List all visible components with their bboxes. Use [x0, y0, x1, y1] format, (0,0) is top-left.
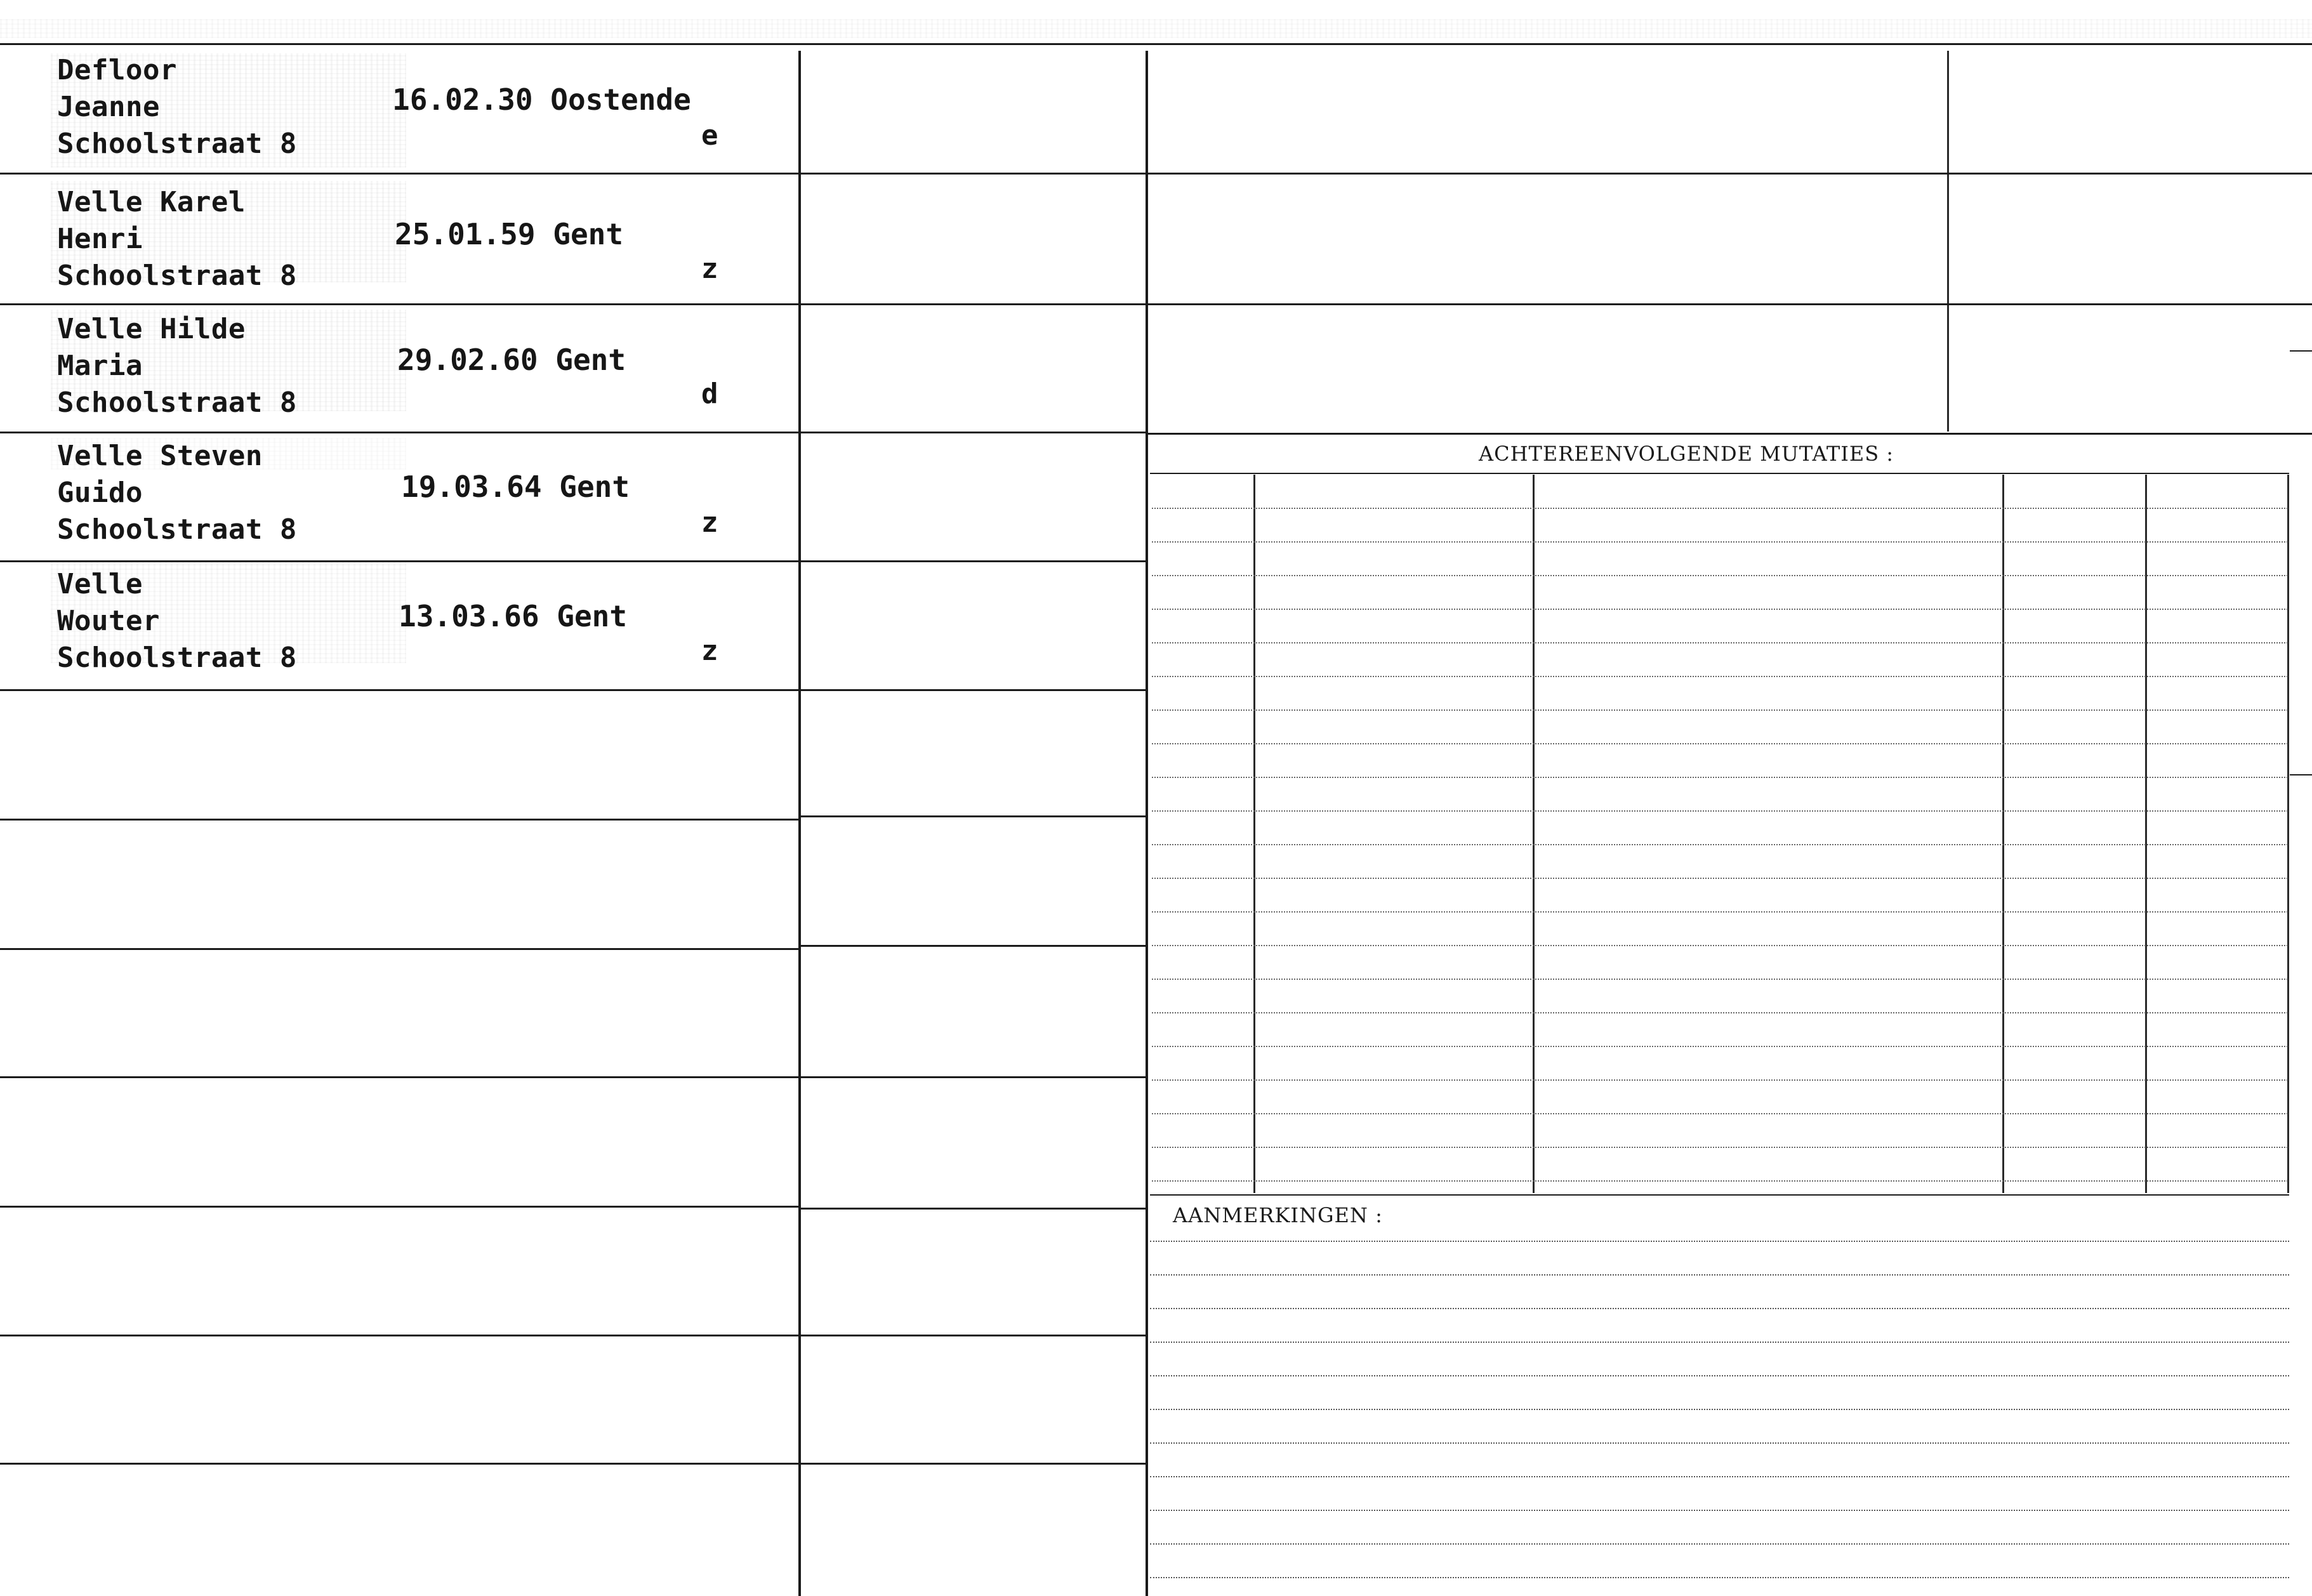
remark-line [1150, 1241, 2289, 1242]
entry-5-birth: 13.03.66 Gent [399, 599, 628, 633]
row-line [1148, 173, 2312, 175]
entry-4-code: z [701, 506, 718, 539]
edge-tick [2290, 350, 2312, 352]
mutation-row-line [1152, 810, 2288, 812]
entry-surname: Velle Hilde [57, 313, 246, 345]
entry-3-code: d [701, 378, 718, 410]
row-line [801, 303, 1146, 305]
entry-surname: Velle Steven [57, 440, 263, 472]
row-line [801, 689, 1146, 691]
mutation-row-line [1152, 709, 2288, 711]
row-line [0, 1076, 798, 1078]
row-line [0, 948, 798, 950]
row-line [0, 819, 798, 821]
mutations-col [2287, 475, 2289, 1193]
entry-given-name: Henri [57, 223, 143, 255]
entry-surname: Defloor [57, 54, 177, 86]
mutation-row-line [1152, 508, 2288, 509]
entry-2-name-block [57, 184, 297, 294]
remark-line [1150, 1510, 2289, 1511]
row-line [0, 1463, 798, 1465]
mutations-col [2145, 475, 2147, 1193]
column-divider-3 [1947, 51, 1949, 432]
remark-line [1150, 1409, 2289, 1410]
entry-3-birth: 29.02.60 Gent [397, 343, 626, 377]
mutation-row-line [1152, 1147, 2288, 1148]
remark-line [1150, 1308, 2289, 1309]
remark-line [1150, 1476, 2289, 1477]
row-line [801, 173, 1146, 175]
entry-surname: Velle Karel [57, 186, 246, 218]
column-divider-2 [1146, 51, 1148, 1596]
remark-line [1150, 1274, 2289, 1276]
entry-4-birth: 19.03.64 Gent [401, 470, 630, 504]
mutations-col [1533, 475, 1535, 1193]
row-line [1148, 303, 2312, 305]
entry-4-name-block [57, 438, 297, 548]
row-line [801, 432, 1146, 433]
entry-given-name: Guido [57, 477, 143, 509]
row-line [801, 815, 1146, 817]
mutation-row-line [1152, 945, 2288, 946]
remark-line [1150, 1442, 2289, 1444]
mutation-row-line [1152, 541, 2288, 543]
row-line [0, 1335, 798, 1336]
entry-1-code: e [701, 119, 718, 152]
mutation-row-line [1152, 642, 2288, 643]
row-line [801, 560, 1146, 562]
remark-line [1150, 1375, 2289, 1376]
edge-tick [2290, 774, 2312, 775]
top-border [0, 43, 2312, 45]
mutation-row-line [1152, 1113, 2288, 1114]
row-line [801, 945, 1146, 947]
row-line [0, 1206, 798, 1208]
mutations-col [2002, 475, 2004, 1193]
row-line [801, 1335, 1146, 1336]
row-line [0, 303, 798, 305]
entry-given-name: Jeanne [57, 91, 160, 123]
row-line [1148, 433, 2312, 435]
mutation-row-line [1152, 878, 2288, 879]
row-line [0, 173, 798, 175]
entry-1-birth: 16.02.30 Oostende [392, 82, 691, 117]
mutations-heading: ACHTEREENVOLGENDE MUTATIES : [1479, 442, 1894, 466]
mutation-row-line [1152, 676, 2288, 677]
row-line [801, 1076, 1146, 1078]
remarks-heading: AANMERKINGEN : [1173, 1203, 1383, 1227]
entry-given-name: Maria [57, 350, 143, 382]
mutation-row-line [1152, 979, 2288, 980]
entry-address: Schoolstraat 8 [57, 386, 297, 419]
entry-5-name-block [57, 566, 297, 676]
entry-address: Schoolstraat 8 [57, 128, 297, 160]
column-divider-1 [798, 51, 801, 1596]
mutation-row-line [1152, 575, 2288, 576]
row-line [0, 689, 798, 691]
entry-2-code: z [701, 253, 718, 285]
mutation-row-line [1152, 1079, 2288, 1081]
scan-noise-top [0, 19, 2312, 38]
mutation-row-line [1152, 1046, 2288, 1047]
entry-address: Schoolstraat 8 [57, 260, 297, 292]
remark-line [1150, 1543, 2289, 1545]
remark-line [1150, 1342, 2289, 1343]
row-line [0, 432, 798, 433]
mutations-bottom-line [1150, 1194, 2289, 1196]
mutation-row-line [1152, 1180, 2288, 1182]
entry-address: Schoolstraat 8 [57, 513, 297, 546]
mutation-row-line [1152, 1012, 2288, 1013]
row-line [801, 1463, 1146, 1465]
entry-3-name-block [57, 311, 297, 421]
mutation-row-line [1152, 609, 2288, 610]
mutation-row-line [1152, 777, 2288, 778]
entry-2-birth: 25.01.59 Gent [395, 217, 624, 251]
entry-5-code: z [701, 635, 718, 667]
entry-address: Schoolstraat 8 [57, 642, 297, 674]
mutations-top-line [1150, 473, 2289, 474]
remark-line [1150, 1577, 2289, 1578]
entry-1-name-block [57, 52, 297, 162]
mutation-row-line [1152, 743, 2288, 744]
entry-surname: Velle [57, 568, 143, 600]
row-line [801, 1208, 1146, 1210]
mutation-row-line [1152, 911, 2288, 913]
mutation-row-line [1152, 844, 2288, 845]
mutations-col [1253, 475, 1255, 1193]
entry-given-name: Wouter [57, 605, 160, 637]
